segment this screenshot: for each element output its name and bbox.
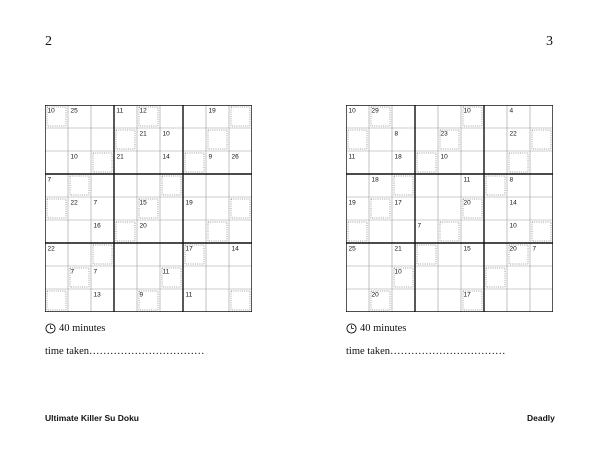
cage-sum: 21	[139, 130, 147, 138]
cage-sum: 10	[162, 130, 170, 138]
cage-sum: 10	[47, 107, 55, 115]
cage-sum: 12	[139, 107, 147, 115]
cage-sum: 7	[417, 222, 422, 230]
cage-sum: 7	[93, 199, 98, 207]
cage-sum: 29	[371, 107, 379, 115]
time-target-label: 40 minutes	[59, 323, 106, 334]
cage-sum: 17	[463, 291, 471, 299]
time-target-left	[45, 323, 105, 334]
cage-sum: 14	[231, 245, 239, 253]
cage-sum: 10	[440, 153, 448, 161]
cage-sum: 17	[394, 199, 402, 207]
cage-sum: 14	[162, 153, 170, 161]
cage-sum: 21	[116, 153, 124, 161]
cage-sum: 11	[348, 153, 356, 161]
cage-sum: 10	[509, 222, 517, 230]
cage-sum: 22	[70, 199, 78, 207]
cage-sum: 10	[348, 107, 356, 115]
cage-sum: 11	[463, 176, 471, 184]
cage-sum: 19	[185, 199, 193, 207]
cage-sum: 19	[208, 107, 216, 115]
cage-sum: 22	[509, 130, 517, 138]
cage-sum: 9	[208, 153, 213, 161]
cage-sum: 13	[93, 291, 101, 299]
cage-sum: 7	[532, 245, 537, 253]
cage-sum: 7	[70, 268, 75, 276]
cage-sum: 20	[509, 245, 517, 253]
cage-sum: 22	[47, 245, 55, 253]
cage-sum: 20	[371, 291, 379, 299]
cage-sum: 9	[139, 291, 144, 299]
time-target-right	[346, 323, 406, 334]
cage-sum: 18	[394, 153, 402, 161]
cage-sum: 14	[509, 199, 517, 207]
cage-sum: 19	[348, 199, 356, 207]
cage-sum: 17	[185, 245, 193, 253]
killer-sudoku-grid-right[interactable]	[346, 105, 553, 312]
cage-sum: 20	[139, 222, 147, 230]
cage-sum: 18	[371, 176, 379, 184]
cage-sum: 8	[509, 176, 514, 184]
footer-difficulty: Deadly	[527, 413, 555, 423]
clock-icon	[45, 323, 56, 334]
cage-sum: 25	[348, 245, 356, 253]
cage-sum: 8	[394, 130, 399, 138]
time-taken-left: time taken……………………………	[45, 346, 205, 357]
cage-sum: 20	[463, 199, 471, 207]
cage-sum: 21	[394, 245, 402, 253]
cage-sum: 11	[185, 291, 193, 299]
footer-book-title: Ultimate Killer Su Doku	[45, 413, 139, 423]
cage-sum: 15	[139, 199, 147, 207]
time-target-label: 40 minutes	[360, 323, 407, 334]
time-taken-right: time taken……………………………	[346, 346, 506, 357]
cage-sum: 7	[47, 176, 52, 184]
cage-sum: 16	[93, 222, 101, 230]
cage-sum: 7	[93, 268, 98, 276]
cage-sum: 15	[463, 245, 471, 253]
clock-icon	[346, 323, 357, 334]
cage-sum: 11	[162, 268, 170, 276]
cage-sum: 10	[463, 107, 471, 115]
killer-sudoku-grid-left[interactable]	[45, 105, 252, 312]
cage-sum: 10	[394, 268, 402, 276]
cage-sum: 11	[116, 107, 124, 115]
page-number-right: 3	[546, 34, 553, 49]
cage-sum: 25	[70, 107, 78, 115]
cage-sum: 4	[509, 107, 514, 115]
cage-sum: 23	[440, 130, 448, 138]
cage-sum: 10	[70, 153, 78, 161]
page-number-left: 2	[45, 34, 52, 49]
cage-sum: 26	[231, 153, 239, 161]
